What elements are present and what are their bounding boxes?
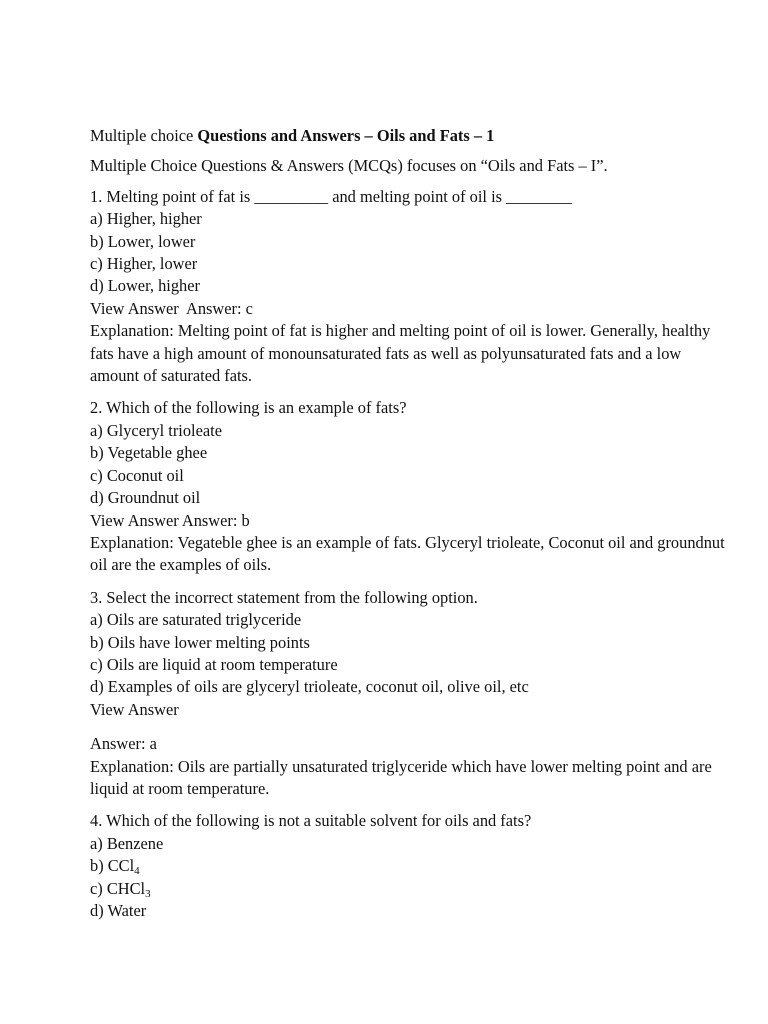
question-4: [90, 810, 730, 922]
question-4-option-c-text: c) CHCl: [90, 878, 146, 898]
question-2-text: 2. Which of the following is an example of fats?: [90, 398, 407, 418]
question-4-option-c-subscript: 3: [145, 887, 151, 900]
question-2-option-c: c) Coconut oil: [90, 465, 184, 485]
question-1-option-c: c) Higher, lower: [90, 254, 198, 274]
question-3-option-d: d) Examples of oils are glyceryl trioleate, coconut oil, olive oil, etc: [90, 677, 529, 697]
title-bold: Questions and Answers – Oils and Fats – 1: [197, 126, 495, 145]
question-4-option-b: [90, 855, 730, 877]
question-3-option-b: b) Oils have lower melting points: [90, 632, 310, 652]
intro-text: Multiple Choice Questions & Answers (MCQs) focuses on “Oils and Fats – I”.: [90, 156, 608, 176]
question-1-text: 1. Melting point of fat is _________ and melting point of oil is ________: [90, 186, 572, 206]
question-1-answer-row: [90, 298, 730, 320]
question-4-option-b-text: b) CCl: [90, 856, 135, 876]
question-4-option-a: a) Benzene: [90, 833, 164, 853]
question-3-text: 3. Select the incorrect statement from the following option.: [90, 587, 478, 607]
question-1: [90, 186, 730, 388]
question-3-explanation: Explanation: Oils are partially unsaturated triglyceride which have lower melting point and are liquid at room temperature.: [90, 756, 712, 798]
question-2-option-b: b) Vegetable ghee: [90, 443, 208, 463]
question-3: [90, 587, 730, 801]
question-2-option-a: a) Glyceryl trioleate: [90, 420, 222, 440]
question-2: [90, 397, 730, 576]
document-content: [90, 125, 730, 932]
question-1-view-answer-link[interactable]: View Answer: [90, 298, 179, 318]
spacer: [90, 721, 730, 733]
question-1-answer: Answer: c: [178, 298, 253, 318]
question-4-option-b-subscript: 4: [134, 865, 140, 878]
question-4-option-c: [90, 878, 730, 900]
question-2-answer-row: [90, 510, 730, 532]
question-3-option-c: c) Oils are liquid at room temperature: [90, 654, 338, 674]
question-1-explanation: Explanation: Melting point of fat is higher and melting point of oil is lower. Generally, healthy fats have a high amount of monounsaturated fats as well as polyunsaturated fats and a low amount of saturated fats.: [90, 321, 711, 386]
question-2-answer: Answer: b: [178, 510, 250, 530]
question-1-option-a: a) Higher, higher: [90, 209, 202, 229]
question-4-option-d: d) Water: [90, 901, 147, 920]
question-2-explanation: Explanation: Vegateble ghee is an example of fats. Glyceryl trioleate, Coconut oil and groundnut oil are the examples of oils.: [90, 532, 725, 575]
page-title: [90, 125, 730, 147]
question-3-option-a: a) Oils are saturated triglyceride: [90, 610, 302, 630]
question-3-view-answer-link[interactable]: View Answer: [90, 699, 179, 719]
question-2-view-answer-link[interactable]: View Answer: [90, 510, 179, 530]
question-3-answer: Answer: a: [90, 734, 157, 754]
question-2-option-d: d) Groundnut oil: [90, 488, 201, 508]
question-4-text: 4. Which of the following is not a suitable solvent for oils and fats?: [90, 811, 532, 831]
title-prefix: Multiple choice: [90, 126, 198, 145]
question-1-option-b: b) Lower, lower: [90, 231, 196, 251]
question-1-option-d: d) Lower, higher: [90, 276, 200, 296]
